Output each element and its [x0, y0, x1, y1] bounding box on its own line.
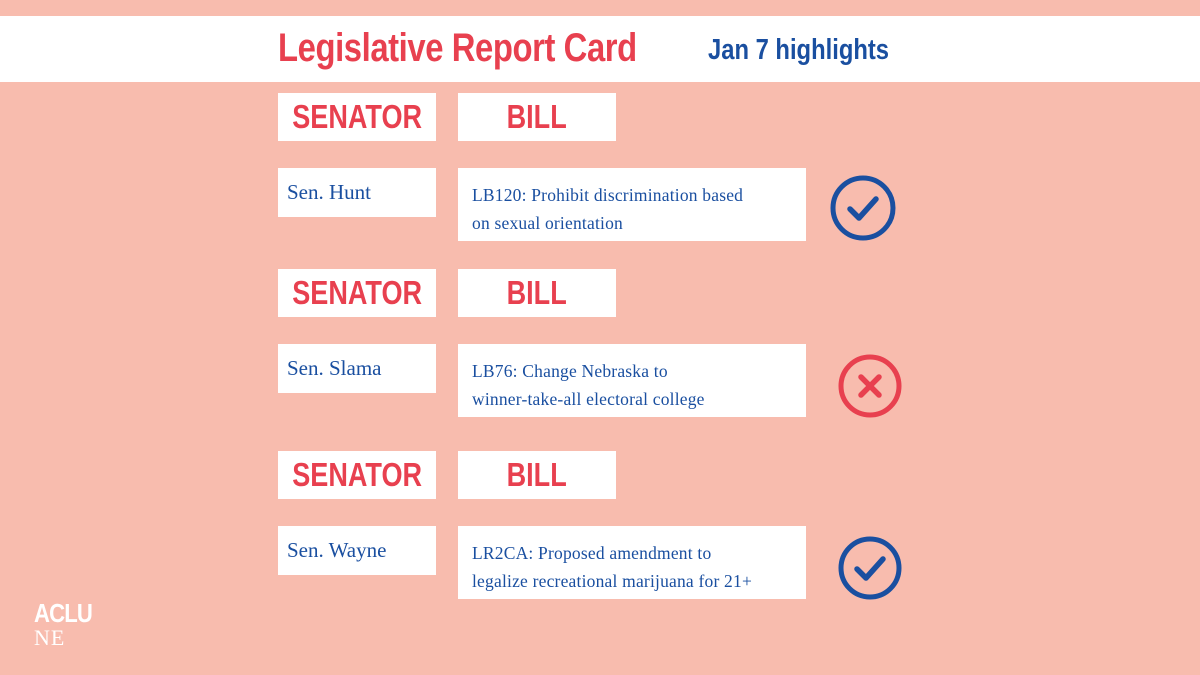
bill-line: on sexual orientation	[472, 213, 623, 233]
bill-line: LR2CA: Proposed amendment to	[472, 543, 712, 563]
aclu-ne-logo	[34, 600, 102, 650]
bill-description	[458, 344, 806, 417]
bill-line: legalize recreational marijuana for 21+	[472, 571, 753, 591]
senator-column-header: SENATOR	[278, 269, 436, 317]
bill-column-header: BILL	[458, 93, 616, 141]
senator-column-header: SENATOR	[278, 451, 436, 499]
bill-description	[458, 168, 806, 241]
senator-name: Sen. Hunt	[278, 168, 436, 217]
logo-aclu-text: ACLU	[34, 598, 92, 628]
page-title: Legislative Report Card	[278, 26, 637, 70]
senator-column-header: SENATOR	[278, 93, 436, 141]
senator-name: Sen. Slama	[278, 344, 436, 393]
page-subtitle: Jan 7 highlights	[708, 34, 890, 66]
bill-line: winner-take-all electoral college	[472, 389, 705, 409]
bill-column-header: BILL	[458, 451, 616, 499]
bill-line: LB120: Prohibit discrimination based	[472, 185, 744, 205]
bill-column-header: BILL	[458, 269, 616, 317]
bill-line: LB76: Change Nebraska to	[472, 361, 668, 381]
check-icon	[837, 535, 903, 601]
bill-description	[458, 526, 806, 599]
logo-ne-text: NE	[34, 625, 66, 650]
senator-name: Sen. Wayne	[278, 526, 436, 575]
check-icon	[830, 175, 896, 241]
x-icon	[837, 353, 903, 419]
